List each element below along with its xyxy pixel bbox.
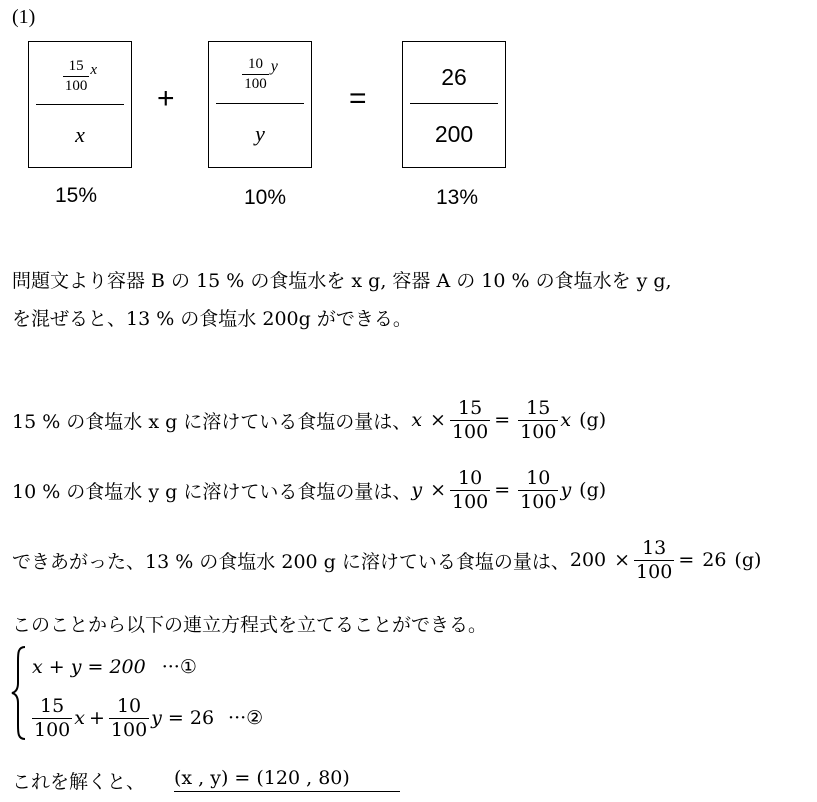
fraction: $\frac{10}{100}$ [451,466,489,513]
box-denominator: y [255,121,265,146]
salt-line-text: 10 % の食塩水 y g に溶けている食塩の量は、 [12,480,412,503]
part-label: (1) [12,6,36,28]
equals-sign: = [349,82,367,115]
fraction: $\frac{10}{100}$ [110,694,148,741]
box-denominator: x [75,122,85,147]
equals-sign: = [494,409,511,431]
times-sign: × [430,479,446,501]
percent-label-13: 13% [436,186,479,209]
diagram-box-13-percent [402,41,506,168]
intro-line-1: 問題文より容器 B の 15 % の食塩水を x g, 容器 A の 10 % の食塩水を y g, [12,270,672,292]
variable: x [74,707,85,729]
fraction-bar [410,103,498,104]
box-numerator [209,48,311,100]
equation-1-label: ···① [161,656,197,678]
unit: (g) [579,479,607,501]
left-brace-icon [10,645,30,741]
unit: (g) [734,549,762,571]
variable: y [411,479,423,501]
equation-2-label: ···② [228,707,264,729]
small-fraction [242,57,269,92]
equals-sign: = [494,479,511,501]
salt-amount-line-10 [12,464,606,516]
unit: (g) [579,409,607,431]
diagram-box-10-percent [208,41,312,168]
box-numerator: 26 [441,63,467,90]
fraction-bar [216,103,304,104]
system-equation-1 [32,656,197,678]
fraction: $\frac{13}{100}$ [636,536,673,583]
plus-sign: + [88,707,105,729]
equation-1-text: x + y = 200 [32,656,146,678]
fraction-denominator: 100 [64,77,88,94]
equation-2-rhs: = 26 [167,707,215,729]
system-intro: このことから以下の連立方程式を立てることができる。 [12,614,488,636]
variable: y [151,707,162,729]
times-sign: × [614,549,631,571]
percent-label-10: 10% [244,186,287,209]
equals-sign: = [678,549,695,571]
variable: x [560,409,572,431]
fraction-bar [36,104,124,105]
fraction-numerator: 15 [68,57,84,74]
fraction: $\frac{10}{100}$ [520,466,557,513]
variable: x [411,409,423,431]
fraction: $\frac{15}{100}$ [451,396,489,443]
diagram-box-15-percent [28,41,132,168]
fraction-variable: x [90,62,98,78]
fraction-denominator: 100 [244,75,267,92]
small-fraction [63,59,90,94]
box-numerator [29,50,131,102]
system-equation-2 [32,692,263,744]
times-sign: × [430,409,446,431]
answer-prefix: これを解くと、 [12,771,146,793]
salt-amount-line-13 [12,534,761,586]
salt-line-text: 15 % の食塩水 x g に溶けている食塩の量は、 [12,410,412,433]
plus-sign: + [157,82,175,115]
fraction-variable: y [270,58,278,75]
result-value: 26 [702,549,727,571]
variable: y [560,479,572,501]
lead-number: 200 [569,549,607,571]
box-denominator: 200 [434,121,474,147]
percent-label-15: 15% [55,184,98,207]
salt-amount-line-15 [12,394,606,446]
fraction-numerator: 10 [247,55,263,72]
answer-result: (x , y) = (120 , 80) [174,767,400,792]
fraction: $\frac{15}{100}$ [520,396,557,443]
fraction: $\frac{15}{100}$ [34,694,71,741]
salt-line-text: できあがった、13 % の食塩水 200 g に溶けている食塩の量は、 [12,550,570,573]
intro-line-2: を混ぜると、13 % の食塩水 200g ができる。 [12,308,412,330]
